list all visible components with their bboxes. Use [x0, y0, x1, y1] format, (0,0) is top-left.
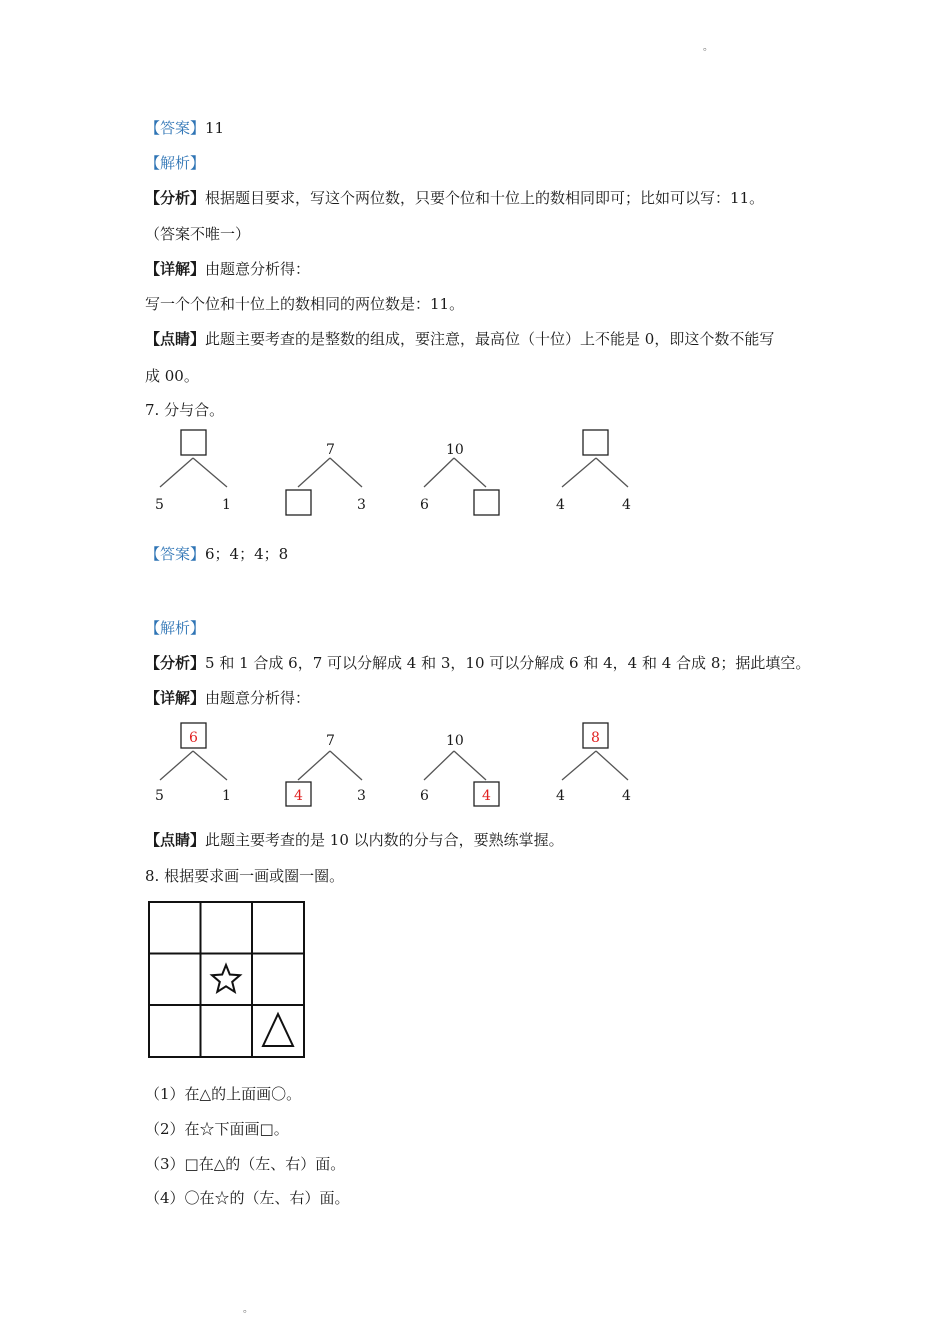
- q6-dianjing-line: [145, 329, 774, 349]
- q6-answer-tag: 【答案】: [145, 119, 206, 137]
- blank-box-top: [583, 430, 608, 455]
- q7-analysis-line: [145, 618, 205, 638]
- q7-solved-2-right: 3: [357, 788, 366, 804]
- q6-fenxi-note: （答案不唯一）: [145, 225, 251, 243]
- q7-xiangjie-line: [145, 688, 310, 708]
- q7-solved-1-top: 6: [189, 730, 198, 746]
- q7-tree-1-right: 1: [222, 497, 231, 513]
- q7-tree-1-left: 5: [155, 497, 164, 513]
- q7-dianjing-tag: 【点睛】: [145, 831, 206, 849]
- q6-answer-line: [145, 118, 224, 138]
- q7-solved-1-left: 5: [155, 788, 164, 804]
- q7-solved-2-left: 4: [294, 788, 303, 804]
- q7-solved-4-left: 4: [556, 788, 565, 804]
- q7-solved-tree-2: [286, 733, 366, 806]
- q6-dianjing-text: 此题主要考查的是整数的组成，要注意，最高位（十位）上不能是 0，即这个数不能写: [205, 330, 775, 348]
- blank-box-top: [181, 430, 206, 455]
- q6-analysis-line: [145, 153, 205, 173]
- q6-fenxi-line: [145, 188, 764, 208]
- q7-fenxi-line: [145, 653, 810, 673]
- q7-xiangjie-tag: 【详解】: [145, 689, 206, 707]
- q7-dianjing-line: [145, 830, 564, 850]
- q8-item-2: （2）在☆下面画□。: [145, 1120, 289, 1138]
- q7-fenxi-text: 5 和 1 合成 6，7 可以分解成 4 和 3，10 可以分解成 6 和 4，4 和 4 合成 8；据此填空。: [205, 654, 811, 672]
- q6-analysis-tag: 【解析】: [145, 154, 206, 172]
- footer-dot: 。: [243, 1304, 253, 1315]
- q6-xiangjie-line: [145, 259, 310, 279]
- blank-box-right: [474, 490, 499, 515]
- q7-xiangjie-text: 由题意分析得：: [205, 689, 311, 707]
- q8-grid: [148, 901, 306, 1059]
- q7-answer-tag: 【答案】: [145, 545, 206, 563]
- q6-fenxi-tag: 【分析】: [145, 189, 206, 207]
- q7-tree-2-top: 7: [326, 442, 335, 458]
- q7-solved-tree-3: [420, 733, 499, 806]
- header-dot: 。: [703, 42, 713, 53]
- q7-tree-4-right: 4: [622, 497, 631, 513]
- q7-solved-1-right: 1: [222, 788, 231, 804]
- q8-title: 8. 根据要求画一画或圈一圈。: [145, 867, 345, 885]
- q7-solved-4-top: 8: [591, 730, 600, 746]
- q7-tree-3: [420, 442, 499, 515]
- q8-item-3: （3）□在△的（左、右）面。: [145, 1155, 346, 1173]
- q7-dianjing-text: 此题主要考查的是 10 以内数的分与合，要熟练掌握。: [205, 831, 564, 849]
- q7-tree-4-left: 4: [556, 497, 565, 513]
- q7-answer-line: [145, 544, 288, 564]
- q6-xiangjie-text: 由题意分析得：: [205, 260, 311, 278]
- q7-title: 7. 分与合。: [145, 401, 225, 419]
- triangle-icon: [263, 1014, 293, 1046]
- q7-solved-tree-4: [556, 723, 631, 804]
- q7-solved-2-top: 7: [326, 733, 335, 749]
- q8-item-1: （1）在△的上面画〇。: [145, 1085, 302, 1103]
- q7-solved-3-left: 6: [420, 788, 429, 804]
- q7-tree-2-right: 3: [357, 497, 366, 513]
- q8-item-4: （4）〇在☆的（左、右）面。: [145, 1189, 350, 1207]
- q7-solved-4-right: 4: [622, 788, 631, 804]
- star-icon: [212, 965, 240, 992]
- q7-solved-3-right: 4: [482, 788, 491, 804]
- q7-tree-3-top: 10: [446, 442, 464, 458]
- q7-fenxi-tag: 【分析】: [145, 654, 206, 672]
- q6-dianjing-tag: 【点睛】: [145, 330, 206, 348]
- q6-answer-value: 11: [205, 119, 225, 137]
- q7-tree-4: [556, 430, 631, 513]
- q6-fenxi-text: 根据题目要求，写这个两位数，只要个位和十位上的数相同即可；比如可以写：11。: [205, 189, 765, 207]
- q7-solved-3-top: 10: [446, 733, 464, 749]
- q7-solved-tree-1: [155, 723, 231, 804]
- q7-tree-2: [286, 442, 366, 515]
- q7-analysis-tag: 【解析】: [145, 619, 206, 637]
- blank-box-left: [286, 490, 311, 515]
- q7-tree-3-left: 6: [420, 497, 429, 513]
- q7-tree-1: [155, 430, 231, 513]
- q6-xiangjie-tag: 【详解】: [145, 260, 206, 278]
- q7-solved-trees: [140, 716, 660, 811]
- q7-question-trees: [140, 425, 660, 520]
- q6-xiangjie-result: 写一个个位和十位上的数相同的两位数是：11。: [145, 295, 465, 313]
- q6-dianjing-text2: 成 00。: [145, 367, 199, 385]
- q7-answer-value: 6；4；4；8: [205, 545, 289, 563]
